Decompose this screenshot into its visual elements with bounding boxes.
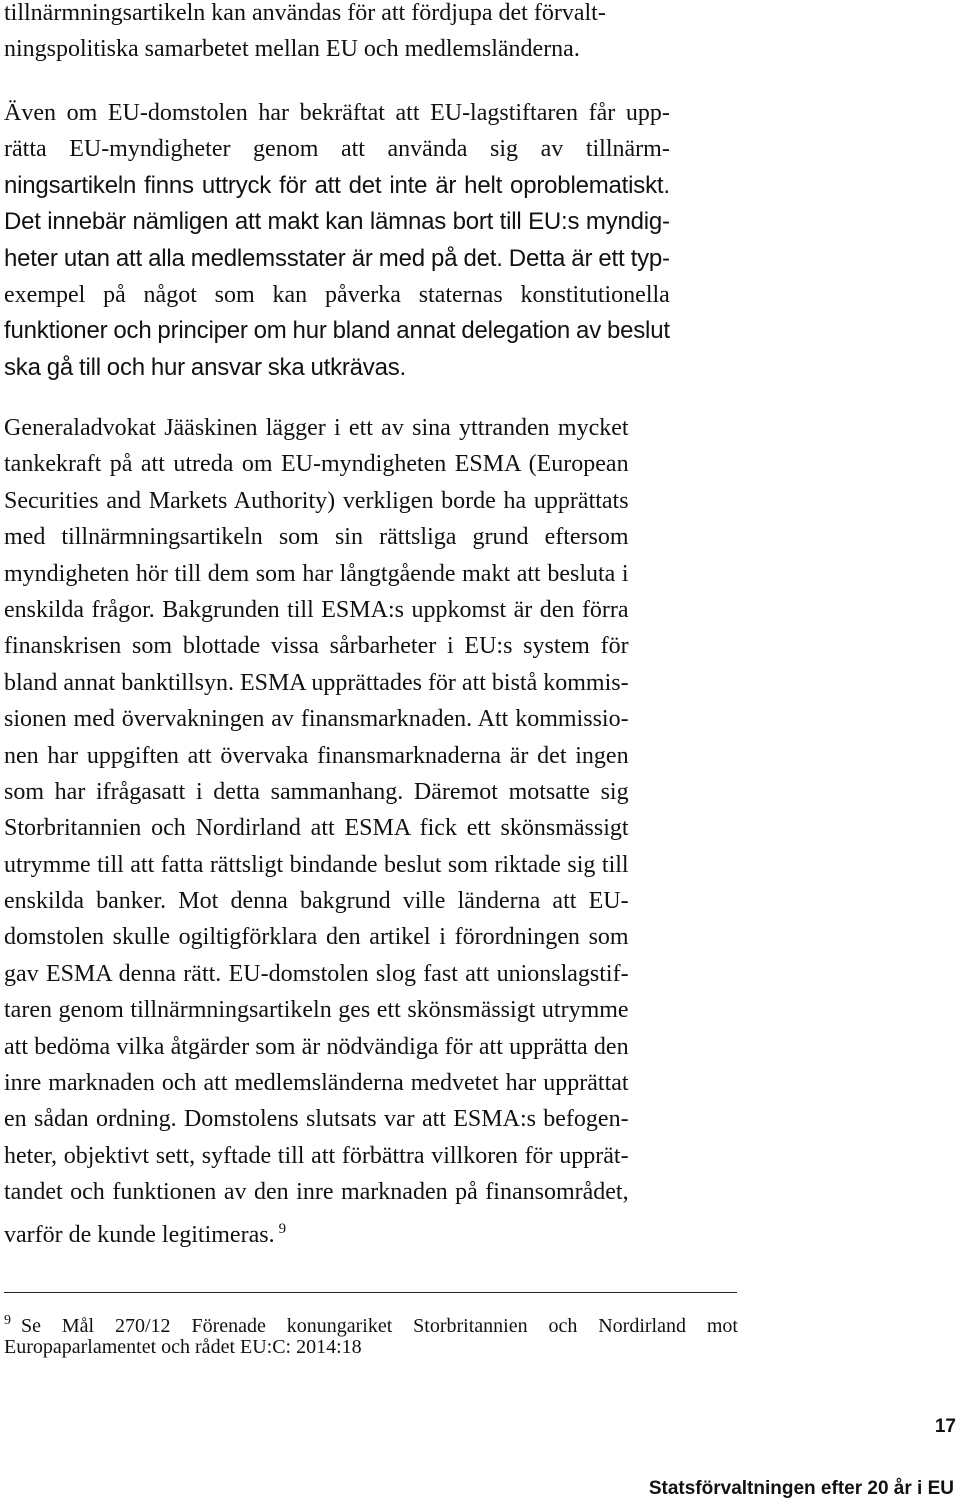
footnote — [4, 1308, 738, 1360]
footnote-line — [4, 1308, 738, 1337]
text-line: en sådan ordning. Domstolens slutsats var att ESMA:s befogen- — [4, 1106, 629, 1133]
footnote-divider — [4, 1292, 737, 1293]
text-line: tillnärmningsartikeln kan användas för att fördjupa det förvalt- — [4, 0, 606, 26]
text-line: utrymme till att fatta rättsligt bindande beslut som riktade sig till — [4, 851, 629, 878]
text-line: enskilda banker. Mot denna bakgrund ville länderna att EU- — [4, 888, 629, 915]
text-line: Det innebär nämligen att makt kan lämnas bort till EU:s myndig- — [4, 208, 670, 236]
text-line: Även om EU-domstolen har bekräftat att EU-lagstiftaren får upp- — [4, 100, 670, 126]
page-number: 17 — [934, 1416, 956, 1437]
text-line: heter, objektivt sett, syftade till att förbättra villkoren för upprät- — [4, 1142, 629, 1169]
paragraph-2 — [4, 95, 670, 386]
text-line: Securities and Markets Authority) verkligen borde ha upprättats — [4, 487, 629, 514]
text-line: ningspolitiska samarbetet mellan EU och medlemsländerna. — [4, 36, 580, 63]
text-line: tankekraft på att utreda om EU-myndigheten ESMA (European — [4, 451, 629, 478]
text-line: myndigheten hör till dem som har långtgående makt att besluta i — [4, 560, 629, 587]
text-line: bland annat banktillsyn. ESMA upprättades för att bistå kommis- — [4, 669, 629, 696]
text-line: gav ESMA denna rätt. EU-domstolen slog fast att unionslagstif- — [4, 960, 629, 987]
text-line: Generaladvokat Jääskinen lägger i ett av sina yttranden mycket — [4, 415, 629, 441]
text-line: funktioner och principer om hur bland annat delegation av beslut — [4, 317, 670, 345]
text-line: Storbritannien och Nordirland att ESMA fick ett skönsmässigt — [4, 815, 629, 842]
text-line: att bedöma vilka åtgärder som är nödvändiga för att upprätta den — [4, 1033, 629, 1060]
text-line: enskilda frågor. Bakgrunden till ESMA:s uppkomst är den förra — [4, 596, 629, 623]
text-line: inre marknaden och att medlemsländerna medvetet har upprättat — [4, 1070, 629, 1097]
text-line: nen har uppgiften att övervaka finansmarknaderna är det ingen — [4, 742, 629, 769]
text-line: sionen med övervakningen av finansmarknaden. Att kommissio- — [4, 706, 629, 733]
text-line: heter utan att alla medlemsstater är med på det. Detta är ett typ- — [4, 244, 670, 272]
paragraph-1 — [4, 0, 606, 68]
text-line: som har ifrågasatt i detta sammanhang. Däremot motsatte sig — [4, 778, 629, 805]
last-line-text: varför de kunde legitimeras. — [4, 1221, 275, 1248]
text-line: domstolen skulle ogiltigförklara den artikel i förordningen som — [4, 924, 629, 951]
text-line: exempel på något som kan påverka staternas konstitutionella — [4, 281, 670, 308]
footnote-reference[interactable]: 9 — [278, 1220, 287, 1237]
text-line: ska gå till och hur ansvar ska utkrävas. — [4, 353, 407, 381]
footnote-number: 9 — [4, 1313, 11, 1328]
text-line: finanskrisen som blottade vissa sårbarheter i EU:s system för — [4, 633, 629, 660]
text-line: med tillnärmningsartikeln som sin rättsliga grund eftersom — [4, 524, 629, 551]
text-line: ningsartikeln finns uttryck för att det inte är helt oproblematiskt. — [4, 171, 670, 199]
footnote-line: Europaparlamentet och rådet EU:C: 2014:18 — [4, 1336, 362, 1358]
text-line: taren genom tillnärmningsartikeln ges ett skönsmässigt utrymme — [4, 997, 629, 1024]
text-line: rätta EU-myndigheter genom att använda sig av tillnärm- — [4, 136, 670, 163]
text-line-last — [4, 1211, 629, 1247]
footnote-text: Se Mål 270/12 Förenade konungariket Storbritannien och Nordirland mot — [21, 1315, 738, 1337]
paragraph-3 — [4, 410, 629, 1247]
text-line: tandet och funktionen av den inre marknaden på finansområdet, — [4, 1179, 629, 1206]
running-footer: Statsförvaltningen efter 20 år i EU — [648, 1478, 954, 1499]
